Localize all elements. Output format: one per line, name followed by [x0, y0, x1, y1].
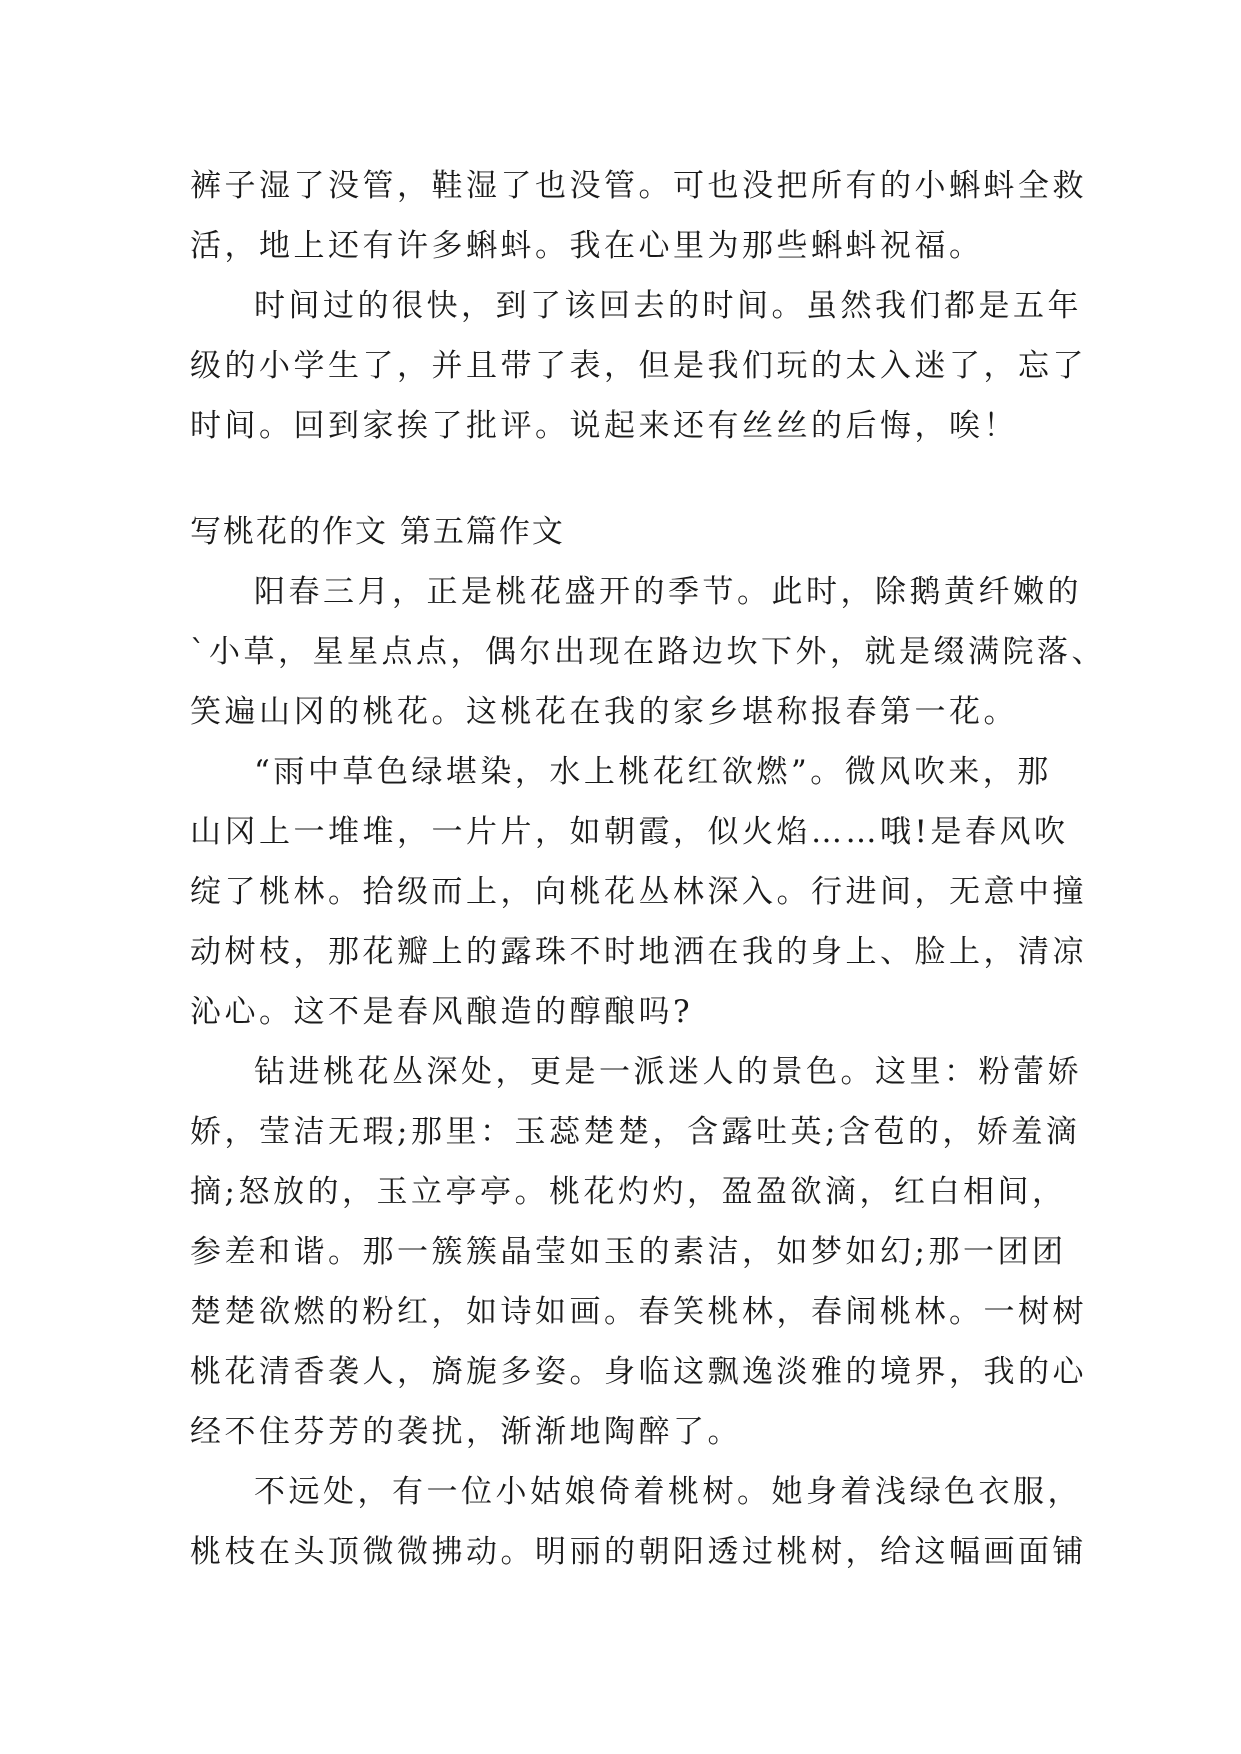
text-line: “雨中草色绿堪染，水上桃花红欲燃”。微风吹来，那: [254, 754, 1052, 790]
text-line: 裤子湿了没管，鞋湿了也没管。可也没把所有的小蝌蚪全救: [190, 168, 1087, 204]
text-line: 山冈上一堆堆，一片片，如朝霞，似火焰……哦!是春风吹: [190, 814, 1069, 850]
text-line: 不远处，有一位小姑娘倚着桃树。她身着浅绿色衣服，: [254, 1474, 1082, 1510]
text-line: 桃枝在头顶微微拂动。明丽的朝阳透过桃树，给这幅画面铺: [190, 1534, 1087, 1570]
text-line: 时间过的很快，到了该回去的时间。虽然我们都是五年: [254, 288, 1082, 324]
text-line: 阳春三月，正是桃花盛开的季节。此时，除鹅黄纤嫩的: [254, 574, 1082, 610]
text-line: 经不住芬芳的袭扰，渐渐地陶醉了。: [190, 1414, 742, 1450]
text-line: 钻进桃花丛深处，更是一派迷人的景色。这里：粉蕾娇: [254, 1054, 1082, 1090]
text-line: 时间。回到家挨了批评。说起来还有丝丝的后悔，唉！: [190, 408, 1018, 444]
article-title: 写桃花的作文 第五篇作文: [190, 514, 565, 550]
text-line: 桃花清香袭人，旖旎多姿。身临这飘逸淡雅的境界，我的心: [190, 1354, 1087, 1390]
text-line: 级的小学生了，并且带了表，但是我们玩的太入迷了，忘了: [190, 348, 1087, 384]
text-line: 娇，莹洁无瑕;那里：玉蕊楚楚，含露吐英;含苞的，娇羞滴: [190, 1114, 1081, 1150]
text-line: 动树枝，那花瓣上的露珠不时地洒在我的身上、脸上，清凉: [190, 934, 1087, 970]
text-line: 摘;怒放的，玉立亭亭。桃花灼灼，盈盈欲滴，红白相间，: [190, 1174, 1067, 1210]
text-line: 参差和谐。那一簇簇晶莹如玉的素洁，如梦如幻;那一团团: [190, 1234, 1067, 1270]
text-line: `小草，星星点点，偶尔出现在路边坎下外，就是缀满院落、: [190, 634, 1106, 670]
text-line: 活，地上还有许多蝌蚪。我在心里为那些蝌蚪祝福。: [190, 228, 984, 264]
text-line: 楚楚欲燃的粉红，如诗如画。春笑桃林，春闹桃林。一树树: [190, 1294, 1087, 1330]
text-line: 绽了桃林。拾级而上，向桃花丛林深入。行进间，无意中撞: [190, 874, 1087, 910]
text-line: 笑遍山冈的桃花。这桃花在我的家乡堪称报春第一花。: [190, 694, 1018, 730]
text-line: 沁心。这不是春风酿造的醇酿吗?: [190, 994, 694, 1030]
